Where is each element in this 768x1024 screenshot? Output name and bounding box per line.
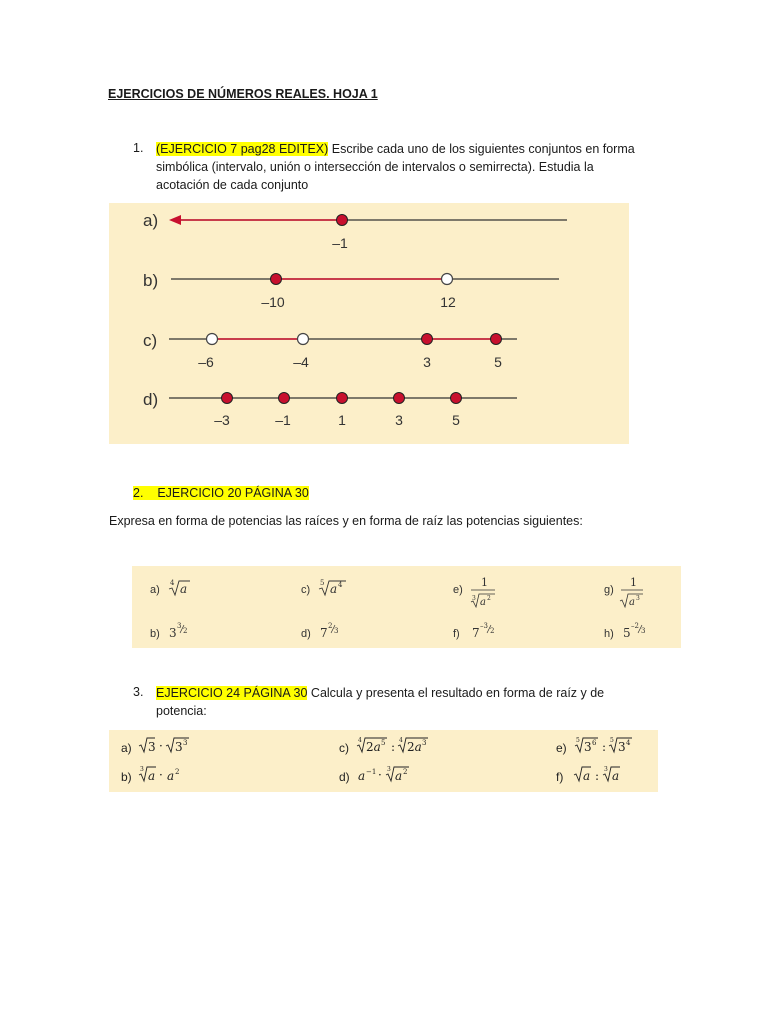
- svg-text:5: 5: [610, 737, 614, 744]
- exercise-1-line2: simbólica (intervalo, unión o intersección de intervalos o semirrecta). Estudia la: [156, 160, 594, 174]
- item-label: e): [453, 584, 463, 596]
- svg-text:a: a: [583, 769, 591, 783]
- item-label: e): [556, 741, 567, 755]
- closed-point: [222, 393, 233, 404]
- exercise-3-heading: EJERCICIO 24 PÁGINA 30: [156, 686, 308, 700]
- svg-text:5: 5: [320, 579, 325, 587]
- svg-text:5: 5: [576, 737, 580, 744]
- number-line-d: [143, 390, 517, 428]
- number-lines-panel: [109, 203, 629, 444]
- exercise-1-text: [156, 140, 656, 194]
- svg-text:a: a: [358, 769, 366, 783]
- number-line-b: [143, 271, 559, 310]
- svg-text::: :: [602, 740, 607, 754]
- svg-text:a: a: [330, 582, 338, 596]
- tick-label: 5: [494, 354, 502, 370]
- closed-point: [491, 334, 502, 345]
- svg-text:3: 3: [183, 739, 188, 747]
- open-point: [442, 274, 453, 285]
- item-label: b): [121, 770, 132, 784]
- svg-text:3: 3: [140, 766, 144, 773]
- item-label: a): [121, 741, 132, 755]
- exercise-3-panel: [109, 730, 658, 792]
- svg-text:2: 2: [487, 595, 491, 602]
- item-g: [604, 576, 643, 608]
- item-label: f): [556, 770, 564, 784]
- row-label-b: b): [143, 271, 159, 290]
- svg-text:2a: 2a: [407, 740, 422, 754]
- exercise-1-line1: Escribe cada uno de los siguientes conjuntos en forma: [328, 142, 635, 156]
- svg-text:3: 3: [641, 627, 646, 635]
- svg-text:2: 2: [183, 627, 188, 635]
- svg-text:3: 3: [334, 627, 339, 635]
- svg-text:–2: –2: [631, 622, 639, 630]
- item-f: [453, 622, 494, 640]
- item-label: c): [339, 741, 349, 755]
- item-label: b): [150, 628, 160, 640]
- svg-text:a: a: [395, 769, 403, 783]
- exercise-2-number: 2.: [133, 486, 144, 500]
- tick-label: –1: [332, 235, 348, 251]
- item-c: [301, 579, 346, 596]
- svg-text:3: 3: [584, 740, 592, 754]
- exercise-3-line2: potencia:: [156, 704, 207, 718]
- exercise-1-highlight: (EJERCICIO 7 pag28 EDITEX): [156, 142, 329, 156]
- closed-point: [271, 274, 282, 285]
- svg-text:5: 5: [381, 739, 386, 747]
- svg-text:3: 3: [169, 626, 177, 640]
- svg-text:3: 3: [148, 740, 156, 754]
- svg-text:a: a: [148, 769, 156, 783]
- svg-text:a: a: [167, 769, 175, 783]
- open-point: [298, 334, 309, 345]
- tick-label: 3: [423, 354, 431, 370]
- number-line-a: [143, 211, 567, 251]
- svg-text:6: 6: [592, 739, 597, 747]
- svg-text:a: a: [180, 582, 188, 596]
- tick-label: –10: [261, 294, 285, 310]
- svg-text:3: 3: [618, 740, 626, 754]
- closed-point: [394, 393, 405, 404]
- exercise-2-heading-row: [133, 484, 309, 502]
- svg-text:2: 2: [490, 627, 495, 635]
- svg-text:1: 1: [630, 576, 637, 589]
- svg-text:4: 4: [170, 579, 175, 587]
- page-title: EJERCICIOS DE NÚMEROS REALES. HOJA 1: [108, 87, 378, 101]
- ex3-item-a: [121, 738, 189, 755]
- svg-text:a: a: [612, 769, 620, 783]
- item-label: d): [301, 628, 311, 640]
- exercise-3-number: 3.: [133, 685, 144, 699]
- item-label: f): [453, 628, 460, 640]
- ex3-item-d: [339, 766, 409, 784]
- svg-text:3: 3: [177, 622, 182, 630]
- tick-label: –3: [214, 412, 230, 428]
- svg-text:4: 4: [626, 739, 631, 747]
- svg-text:·: ·: [159, 739, 163, 753]
- exercise-3-text: [156, 684, 636, 720]
- svg-text:4: 4: [399, 737, 403, 744]
- tick-label: 3: [395, 412, 403, 428]
- arrow-left-icon: [169, 215, 181, 225]
- row-label-d: d): [143, 390, 159, 409]
- tick-label: 1: [338, 412, 346, 428]
- tick-label: 12: [440, 294, 456, 310]
- number-line-c: [143, 331, 517, 370]
- tick-label: –6: [198, 354, 214, 370]
- closed-point: [422, 334, 433, 345]
- item-b: [150, 622, 187, 640]
- closed-point: [451, 393, 462, 404]
- svg-text:3: 3: [604, 766, 608, 773]
- svg-text:3: 3: [636, 595, 640, 602]
- svg-text:7: 7: [320, 626, 328, 640]
- svg-text:4: 4: [338, 581, 343, 589]
- svg-text:3: 3: [175, 740, 183, 754]
- item-h: [604, 622, 645, 640]
- ex3-item-f: [556, 766, 620, 784]
- item-label: d): [339, 770, 350, 784]
- svg-text:7: 7: [472, 626, 480, 640]
- item-label: h): [604, 628, 614, 640]
- svg-text:3: 3: [422, 739, 427, 747]
- svg-text:−1: −1: [366, 768, 377, 776]
- item-a: [150, 579, 190, 596]
- exercise-2-text: Expresa en forma de potencias las raíces y en forma de raíz las potencias siguientes:: [109, 514, 583, 528]
- svg-text::: :: [391, 740, 396, 754]
- ex3-item-c: [339, 737, 428, 755]
- svg-text:·: ·: [378, 768, 382, 782]
- exercise-2-panel: [132, 566, 681, 648]
- row-label-a: a): [143, 211, 159, 230]
- item-e: [453, 576, 495, 608]
- item-d: [301, 622, 338, 640]
- svg-text::: :: [595, 769, 600, 783]
- svg-text:2: 2: [175, 768, 180, 776]
- svg-text:–3: –3: [480, 622, 488, 630]
- exercise-3-line1: Calcula y presenta el resultado en forma de raíz y de: [307, 686, 605, 700]
- svg-text:2a: 2a: [366, 740, 381, 754]
- tick-label: –4: [293, 354, 309, 370]
- closed-point: [337, 215, 348, 226]
- ex3-item-e: [556, 737, 632, 755]
- svg-text:3: 3: [472, 595, 476, 602]
- closed-point: [279, 393, 290, 404]
- row-label-c: c): [143, 331, 158, 350]
- svg-text:2: 2: [403, 768, 408, 776]
- closed-point: [337, 393, 348, 404]
- svg-text:a: a: [629, 597, 635, 608]
- ex3-item-b: [121, 766, 179, 784]
- svg-text:4: 4: [358, 737, 362, 744]
- svg-text:1: 1: [481, 576, 488, 589]
- svg-text:2: 2: [328, 622, 333, 630]
- item-label: a): [150, 584, 160, 596]
- svg-text:a: a: [480, 597, 486, 608]
- exercise-1-number: 1.: [133, 141, 144, 155]
- exercise-2-heading: EJERCICIO 20 PÁGINA 30: [157, 486, 309, 500]
- svg-text:·: ·: [159, 768, 163, 782]
- tick-label: 5: [452, 412, 460, 428]
- open-point: [207, 334, 218, 345]
- tick-label: –1: [275, 412, 291, 428]
- svg-text:5: 5: [623, 626, 631, 640]
- exercise-1-line3: acotación de cada conjunto: [156, 178, 309, 192]
- item-label: g): [604, 584, 614, 596]
- svg-text:3: 3: [387, 766, 391, 773]
- item-label: c): [301, 584, 311, 596]
